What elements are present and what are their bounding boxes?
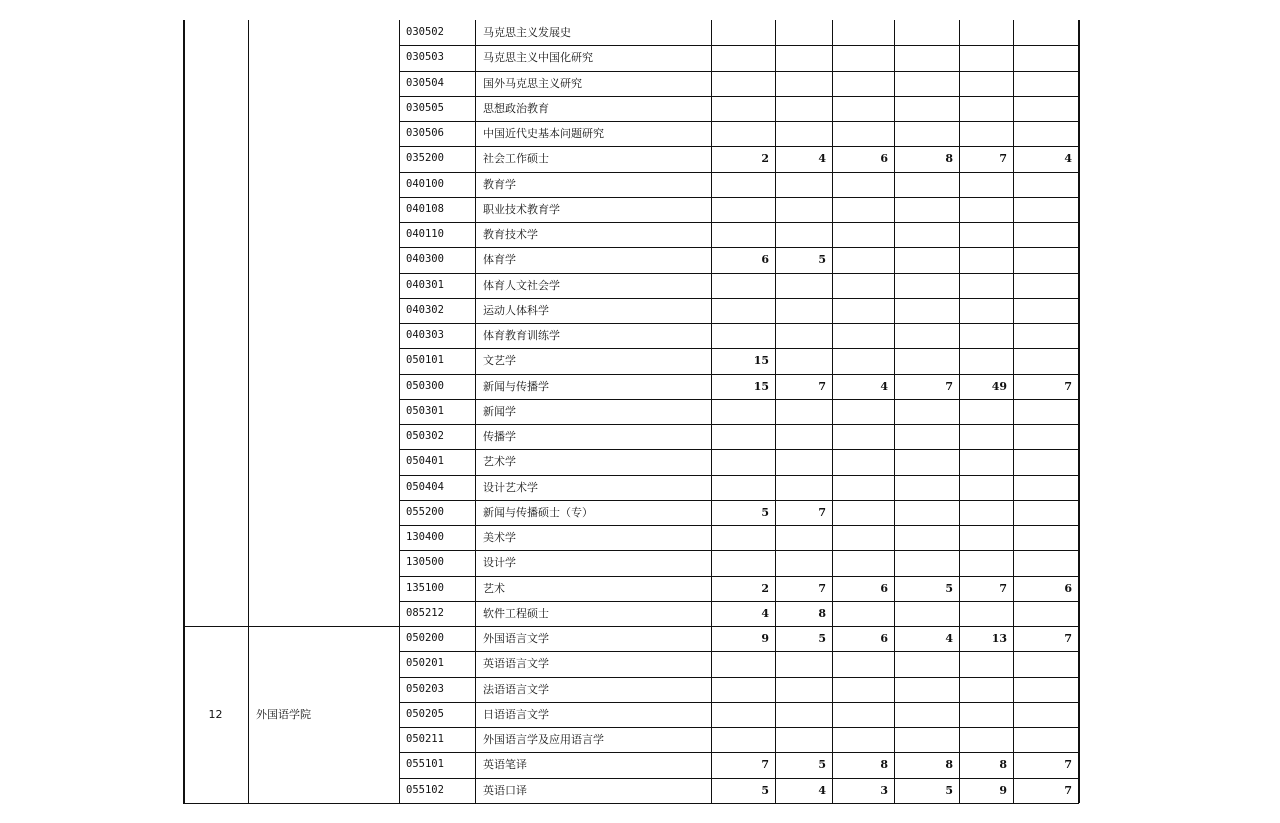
quota-value: 7 <box>818 581 826 595</box>
quota-value: 7 <box>761 758 769 772</box>
quota-value <box>775 424 832 449</box>
quota-value <box>832 449 894 474</box>
quota-value <box>959 247 1013 272</box>
major-code: 085212 <box>406 606 444 619</box>
quota-value <box>894 298 959 323</box>
quota-value <box>711 71 775 96</box>
quota-value: 7 <box>999 581 1007 595</box>
quota-value: 5 <box>818 758 826 772</box>
major-code: 030504 <box>406 76 444 89</box>
quota-value: 7 <box>1064 632 1072 645</box>
quota-value <box>959 121 1013 146</box>
quota-value <box>775 121 832 146</box>
major-name: 体育人文社会学 <box>483 278 560 292</box>
major-code: 040108 <box>406 202 444 215</box>
quota-value <box>775 197 832 222</box>
major-code: 035200 <box>406 152 444 165</box>
quota-value <box>894 399 959 424</box>
quota-value <box>775 702 832 727</box>
major-name: 美术学 <box>483 531 516 544</box>
quota-value <box>894 449 959 474</box>
quota-value: 5 <box>761 505 769 519</box>
quota-value: 4 <box>1064 152 1072 166</box>
quota-value <box>1013 601 1078 626</box>
major-name: 日语语言文学 <box>483 707 549 721</box>
quota-value: 6 <box>880 152 888 166</box>
quota-value <box>959 525 1013 550</box>
quota-value <box>1013 727 1078 752</box>
quota-value <box>959 651 1013 676</box>
college-name: 外国语学院 <box>256 708 311 722</box>
major-code: 050300 <box>406 379 444 392</box>
quota-value <box>711 172 775 197</box>
major-name: 设计学 <box>483 556 516 570</box>
quota-value <box>832 702 894 727</box>
quota-value <box>775 399 832 424</box>
major-code: 130400 <box>406 531 444 543</box>
quota-value: 15 <box>753 354 769 368</box>
major-name: 软件工程硕士 <box>483 606 549 620</box>
major-name: 职业技术教育学 <box>483 202 560 216</box>
quota-value <box>894 121 959 146</box>
major-name: 设计艺术学 <box>483 480 538 494</box>
quota-value <box>1013 525 1078 550</box>
quota-value <box>1013 550 1078 575</box>
quota-value <box>711 475 775 500</box>
quota-value <box>832 71 894 96</box>
quota-value <box>832 727 894 752</box>
quota-value <box>832 601 894 626</box>
quota-value <box>894 247 959 272</box>
quota-value <box>832 525 894 550</box>
quota-value: 6 <box>880 632 888 645</box>
major-name: 外国语言学及应用语言学 <box>483 733 604 746</box>
quota-value <box>1013 677 1078 702</box>
quota-value <box>832 20 894 45</box>
major-code: 135100 <box>406 581 444 594</box>
quota-value <box>959 399 1013 424</box>
quota-value: 7 <box>818 505 826 519</box>
quota-value <box>832 298 894 323</box>
quota-value <box>894 550 959 575</box>
quota-value: 8 <box>999 758 1007 772</box>
quota-value <box>894 702 959 727</box>
quota-value <box>775 71 832 96</box>
quota-value: 7 <box>999 152 1007 166</box>
quota-value: 8 <box>945 758 953 772</box>
quota-value: 6 <box>880 581 888 595</box>
major-name: 新闻与传播学 <box>483 379 549 393</box>
major-name: 英语笔译 <box>483 758 527 772</box>
major-code: 030503 <box>406 51 444 64</box>
major-code: 130500 <box>406 556 444 569</box>
grid-hline <box>183 803 1079 805</box>
quota-value <box>1013 273 1078 298</box>
quota-value <box>711 45 775 70</box>
major-name: 社会工作硕士 <box>483 152 549 166</box>
quota-value <box>1013 399 1078 424</box>
quota-value <box>894 651 959 676</box>
quota-value <box>832 121 894 146</box>
college-index: 12 <box>208 708 223 722</box>
quota-value <box>832 96 894 121</box>
quota-value <box>959 298 1013 323</box>
quota-value: 6 <box>761 253 769 267</box>
quota-value <box>711 298 775 323</box>
quota-value <box>711 399 775 424</box>
quota-value: 4 <box>945 632 953 645</box>
quota-value <box>775 323 832 348</box>
quota-value <box>894 197 959 222</box>
major-name: 马克思主义中国化研究 <box>483 51 593 65</box>
quota-value <box>832 323 894 348</box>
quota-value <box>1013 96 1078 121</box>
quota-value <box>1013 121 1078 146</box>
quota-value <box>959 96 1013 121</box>
quota-value <box>775 348 832 373</box>
quota-value: 8 <box>818 606 826 620</box>
major-name: 国外马克思主义研究 <box>483 76 582 90</box>
major-code: 040100 <box>406 177 444 190</box>
quota-value <box>775 20 832 45</box>
college-index <box>183 311 248 336</box>
quota-value: 2 <box>761 581 769 595</box>
quota-value: 5 <box>945 783 953 797</box>
quota-value <box>832 247 894 272</box>
grid-vline <box>248 20 249 803</box>
quota-value <box>959 449 1013 474</box>
quota-value <box>775 222 832 247</box>
major-name: 艺术 <box>483 581 505 595</box>
quota-value <box>1013 651 1078 676</box>
quota-value <box>711 323 775 348</box>
major-code: 050200 <box>406 632 444 644</box>
quota-value <box>832 222 894 247</box>
major-name: 教育技术学 <box>483 228 538 241</box>
quota-value: 3 <box>880 783 888 797</box>
major-code: 030505 <box>406 101 444 114</box>
quota-value <box>894 222 959 247</box>
quota-value: 15 <box>753 379 769 393</box>
major-code: 050401 <box>406 455 444 468</box>
major-name: 马克思主义发展史 <box>483 26 571 39</box>
quota-value <box>959 197 1013 222</box>
quota-value <box>775 677 832 702</box>
quota-value <box>711 651 775 676</box>
quota-value <box>894 71 959 96</box>
quota-value <box>959 71 1013 96</box>
quota-value <box>775 96 832 121</box>
quota-value: 13 <box>991 632 1007 645</box>
major-name: 英语口译 <box>483 783 527 797</box>
quota-value <box>894 525 959 550</box>
quota-value: 4 <box>761 606 769 620</box>
quota-value <box>711 449 775 474</box>
major-code: 050302 <box>406 430 444 442</box>
grid-vline <box>1078 20 1080 803</box>
major-name: 传播学 <box>483 430 516 443</box>
quota-value <box>832 172 894 197</box>
major-name: 新闻与传播硕士（专） <box>483 505 593 519</box>
quota-value <box>894 96 959 121</box>
quota-value: 9 <box>761 632 769 645</box>
quota-value <box>711 550 775 575</box>
major-code: 030502 <box>406 26 444 38</box>
quota-value <box>894 45 959 70</box>
quota-value <box>959 727 1013 752</box>
quota-value <box>711 702 775 727</box>
quota-value <box>1013 702 1078 727</box>
quota-value <box>894 601 959 626</box>
quota-value <box>1013 45 1078 70</box>
quota-value <box>959 45 1013 70</box>
quota-value <box>959 273 1013 298</box>
major-code: 050301 <box>406 404 444 417</box>
quota-value: 7 <box>1064 783 1072 797</box>
quota-value <box>775 550 832 575</box>
quota-value <box>1013 298 1078 323</box>
quota-value: 49 <box>991 379 1007 393</box>
major-name: 运动人体科学 <box>483 303 549 317</box>
quota-value <box>1013 323 1078 348</box>
quota-value <box>1013 71 1078 96</box>
major-code: 050203 <box>406 682 444 695</box>
major-code: 030506 <box>406 127 444 139</box>
quota-value <box>832 651 894 676</box>
quota-value <box>832 424 894 449</box>
major-name: 体育学 <box>483 253 516 267</box>
quota-value <box>832 475 894 500</box>
quota-value <box>1013 247 1078 272</box>
quota-value <box>775 475 832 500</box>
quota-value: 2 <box>761 152 769 166</box>
quota-value: 7 <box>1064 758 1072 772</box>
quota-value <box>959 550 1013 575</box>
major-code: 040302 <box>406 303 444 316</box>
major-code: 040303 <box>406 329 444 341</box>
quota-value <box>711 677 775 702</box>
quota-value <box>775 525 832 550</box>
quota-value <box>959 222 1013 247</box>
quota-value <box>711 273 775 298</box>
major-code: 055200 <box>406 505 444 518</box>
quota-value <box>711 727 775 752</box>
quota-value: 4 <box>880 379 888 393</box>
quota-value: 6 <box>1064 581 1072 595</box>
major-name: 新闻学 <box>483 404 516 418</box>
quota-value: 8 <box>945 152 953 166</box>
major-code: 050404 <box>406 480 444 493</box>
quota-value: 8 <box>880 758 888 772</box>
quota-value <box>959 702 1013 727</box>
major-name: 教育学 <box>483 177 516 191</box>
quota-value <box>711 20 775 45</box>
quota-value: 5 <box>818 632 826 645</box>
quota-value <box>1013 424 1078 449</box>
quota-value <box>894 727 959 752</box>
quota-value: 7 <box>945 379 953 393</box>
quota-value <box>775 273 832 298</box>
major-name: 文艺学 <box>483 354 516 368</box>
quota-value <box>959 475 1013 500</box>
major-name: 中国近代史基本问题研究 <box>483 127 604 140</box>
quota-value <box>1013 348 1078 373</box>
quota-value <box>959 677 1013 702</box>
quota-value <box>832 45 894 70</box>
quota-value <box>959 500 1013 525</box>
quota-value <box>959 323 1013 348</box>
major-code: 055101 <box>406 758 444 771</box>
major-code: 055102 <box>406 783 444 796</box>
grid-vline <box>183 20 185 803</box>
quota-value <box>1013 222 1078 247</box>
major-name: 英语语言文学 <box>483 657 549 671</box>
quota-value <box>711 424 775 449</box>
quota-value <box>775 45 832 70</box>
quota-value <box>832 550 894 575</box>
quota-value <box>832 273 894 298</box>
quota-value <box>894 20 959 45</box>
quota-value <box>1013 197 1078 222</box>
major-name: 外国语言文学 <box>483 632 549 645</box>
quota-value <box>832 677 894 702</box>
quota-value <box>959 601 1013 626</box>
quota-value <box>894 677 959 702</box>
quota-value: 5 <box>945 581 953 595</box>
major-name: 体育教育训练学 <box>483 329 560 342</box>
quota-value <box>711 197 775 222</box>
college-name <box>256 311 399 336</box>
quota-value: 7 <box>818 379 826 393</box>
quota-value: 5 <box>818 253 826 267</box>
quota-value <box>711 222 775 247</box>
quota-value <box>832 500 894 525</box>
quota-value <box>711 525 775 550</box>
major-code: 040110 <box>406 228 444 240</box>
quota-value: 7 <box>1064 379 1072 393</box>
quota-value <box>832 197 894 222</box>
quota-value <box>959 424 1013 449</box>
quota-value: 4 <box>818 783 826 797</box>
quota-value <box>775 172 832 197</box>
quota-value <box>775 298 832 323</box>
quota-value <box>894 172 959 197</box>
quota-value <box>894 348 959 373</box>
quota-value <box>711 96 775 121</box>
quota-value: 4 <box>818 152 826 166</box>
major-code: 050201 <box>406 657 444 670</box>
major-name: 艺术学 <box>483 455 516 469</box>
quota-value <box>775 449 832 474</box>
major-code: 040301 <box>406 278 444 291</box>
quota-value <box>1013 172 1078 197</box>
major-code: 040300 <box>406 253 444 266</box>
major-name: 法语语言文学 <box>483 682 549 696</box>
quota-value <box>894 475 959 500</box>
quota-value <box>711 121 775 146</box>
quota-value <box>775 727 832 752</box>
quota-value <box>832 348 894 373</box>
quota-value <box>775 651 832 676</box>
quota-value: 9 <box>999 783 1007 797</box>
major-code: 050101 <box>406 354 444 367</box>
quota-value <box>959 348 1013 373</box>
quota-value <box>832 399 894 424</box>
major-code: 050211 <box>406 733 444 745</box>
quota-value <box>1013 475 1078 500</box>
major-name: 思想政治教育 <box>483 101 549 115</box>
quota-value <box>894 273 959 298</box>
quota-value <box>1013 500 1078 525</box>
quota-value: 5 <box>761 783 769 797</box>
quota-value <box>894 424 959 449</box>
quota-value <box>1013 449 1078 474</box>
quota-value <box>959 20 1013 45</box>
quota-value <box>1013 20 1078 45</box>
quota-value <box>894 500 959 525</box>
quota-value <box>959 172 1013 197</box>
quota-value <box>894 323 959 348</box>
major-code: 050205 <box>406 707 444 720</box>
